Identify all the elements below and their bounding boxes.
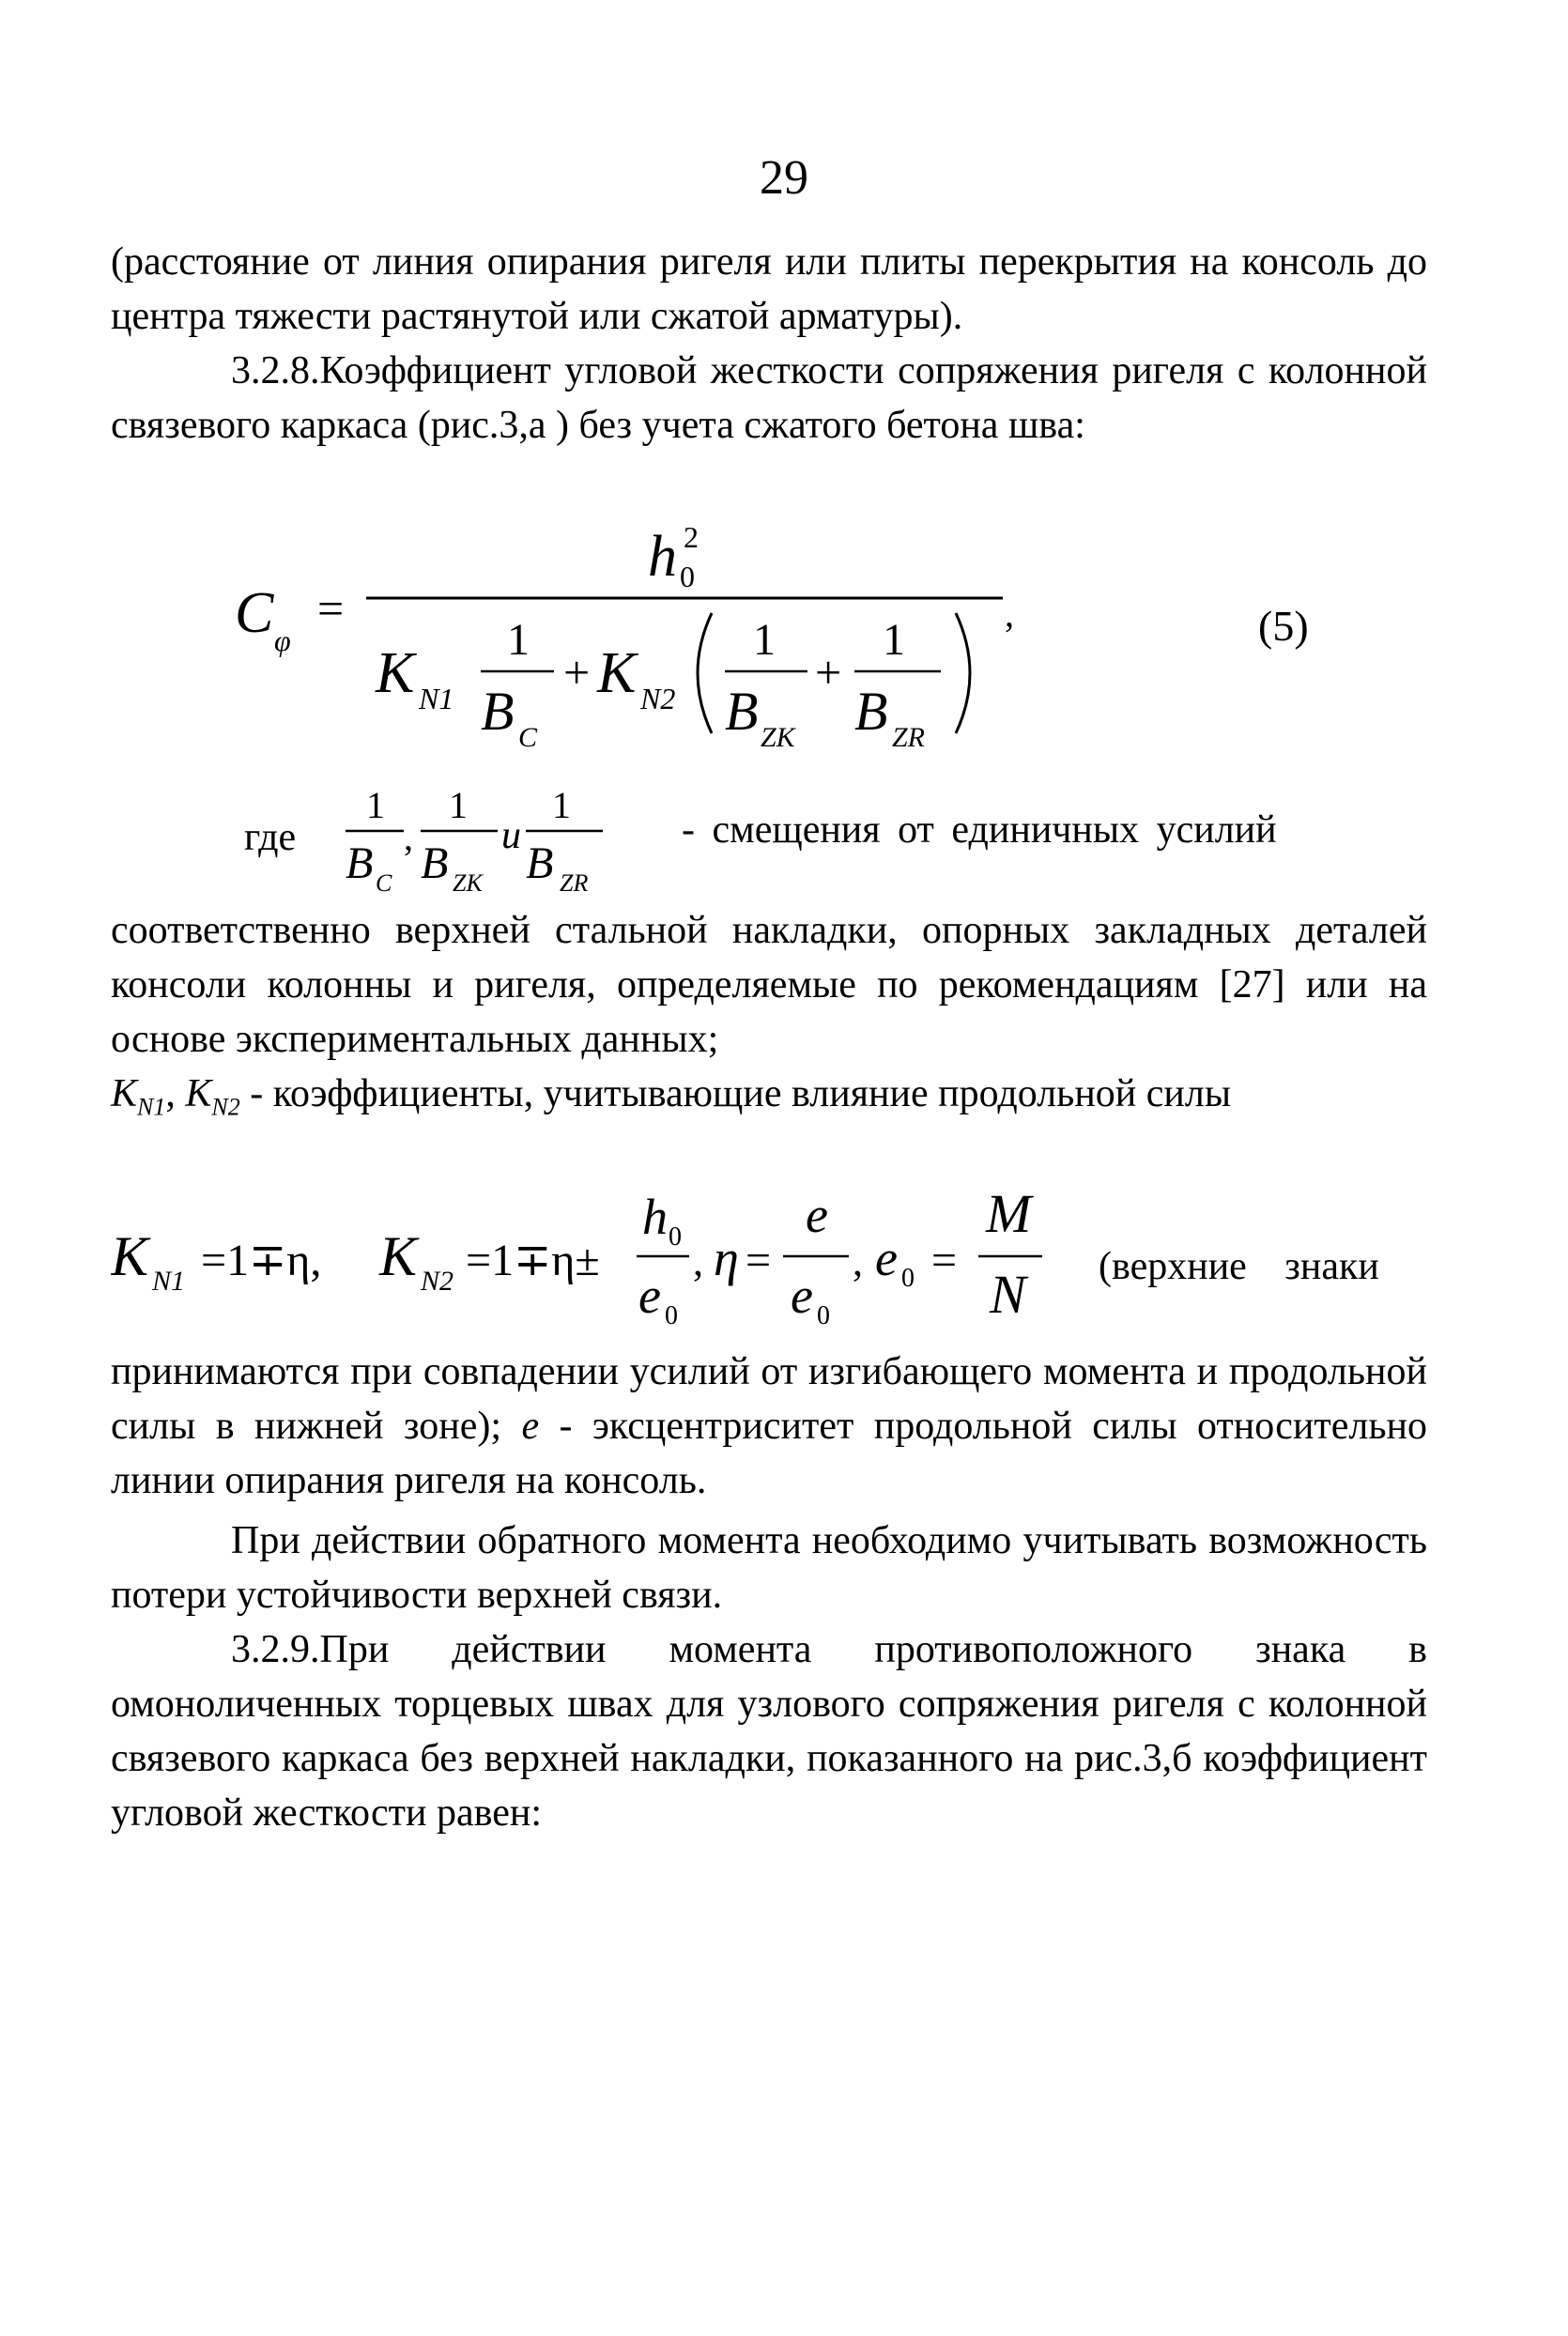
eq5-kn1-sub: N1 [419,682,454,715]
where-one-bc: 1 [366,784,385,826]
eq6-m: M [986,1183,1032,1244]
where-bzr-sub: ZR [560,869,589,897]
eq6-e: e [806,1187,828,1243]
equation-number: (5) [1258,602,1309,650]
eq5-bzr-sub: ZR [892,722,926,753]
eq6-h0-sub: 0 [669,1222,682,1252]
paragraph-definitions: соответственно верхней стальной накладки, опорных закладных деталей консоли колонны и ригеля, определяемые по рекомендациям [27] или на основе экспериментальных данных; $K_{N1}$, $K_{N2}$ - коэффициенты, учитывающие влияние продольной силы [111,909,1427,1121]
equation-5 [235,512,1155,793]
where-bc: B [346,838,374,888]
eq5-comma: , [1005,592,1014,635]
eq6-equals1: = [746,1236,772,1285]
where-bc-sub: C [376,869,392,897]
e-description: - эксцентриситет продольной силы относительно линии опирания ригеля на консоль. [111,1405,1428,1502]
kn-description: - коэффициенты, учитывающие влияние продольной силы [239,1072,1232,1115]
eq6-kn2-sub: N2 [421,1266,454,1297]
eq5-bc-sub: C [518,722,538,753]
where-u: и [501,814,521,857]
eq6-kn1-sub: N1 [152,1266,186,1297]
eq5-lhs-sub: φ [274,623,291,657]
where-comma1: , [404,816,413,858]
eq6-e0-a: e [638,1268,661,1324]
paragraph-continuation: (расстояние от линия опирания ригеля или плиты перекрытия на консоль до центра тяжести растянутой или сжатой арматуры). [111,240,1427,338]
definitions-text: соответственно верхней стальной накладки, опорных закладных деталей консоли колонны и ригеля, определяемые по рекомендациям [27] или на основе экспериментальных данных; [111,909,1427,1061]
eq6-e0-c: e [875,1230,898,1286]
where-one-bzk: 1 [449,784,468,826]
eq6-eta: η [714,1230,739,1286]
paragraph-3-2-8: 3.2.8.Коэффициент угловой жесткости сопряжения ригеля с колонной связевого каркаса (рис.3,а ) без учета сжатого бетона шва: [111,349,1427,447]
eq5-numerator-sup: 2 [684,520,699,554]
eq6-e0-a-sub: 0 [665,1301,678,1330]
eq5-right-paren [956,613,970,733]
eq5-left-paren [698,613,712,733]
kn2-label: $K_{N2}$ [185,1072,240,1121]
page-number: 29 [760,151,808,205]
eq6-comma2: , [853,1238,863,1284]
eq6-e0-b-sub: 0 [817,1301,830,1330]
eq5-kn2-sub: N2 [640,682,676,715]
where-bzk: B [421,838,449,888]
eq5-one-bc: 1 [507,615,530,665]
where-label: где [244,816,297,859]
eq6-h0: h [642,1189,668,1245]
equation-kn [111,1181,1106,1341]
eq5-plus1: + [563,646,591,699]
eq5-equals: = [317,582,345,635]
eq5-one-bzk: 1 [753,615,776,665]
eq6-n: N [990,1264,1026,1325]
eq5-bzk: B [725,681,759,742]
where-fractions [235,784,685,906]
paragraph-reverse-moment: При действии обратного момента необходимо учитывать возможность потери устойчивости верхней связи. [111,1519,1427,1617]
eq6-comma1: , [693,1238,703,1284]
where-bzk-sub: ZK [453,869,483,897]
where-bzr: B [526,838,554,888]
where-description: - смещения от единичных усилий [682,808,1277,852]
eq5-bzk-sub: ZK [761,722,795,753]
eq5-numerator-sub: 0 [680,560,695,593]
equation-kn-note: (верхние знаки [1099,1245,1379,1288]
eq5-kn2: K [597,641,637,705]
eq6-kn2: K [379,1225,418,1287]
eq5-numerator-h: h [648,525,677,589]
eq6-kn2-rhs: =1∓η± [466,1236,600,1285]
eq5-bc: B [481,681,515,742]
where-one-bzr: 1 [552,784,571,826]
signs-text: принимаются при совпадении усилий от изгибающего момента и продольной силы в нижней зоне); [111,1350,1427,1448]
e-symbol: e [521,1405,540,1448]
eq5-plus2: + [815,646,842,699]
paragraph-3-2-9: 3.2.9.При действии момента противоположного знака в омоноличенных торцевых швах для узлового сопряжения ригеля с колонной связевого каркаса без верхней накладки, показанного на рис.3,б коэффициент угловой жесткости равен: [111,1628,1427,1835]
paragraph-signs [111,1345,1427,1508]
eq5-one-bzr: 1 [883,615,905,665]
eq6-e0-c-sub: 0 [901,1264,915,1293]
eq5-kn1: K [376,641,415,705]
eq6-equals2: = [931,1236,958,1285]
kn1-label: $K_{N1}$ [111,1072,166,1121]
eq5-bzr: B [854,681,888,742]
eq6-kn1-rhs: =1∓η, [201,1236,322,1285]
eq6-kn1: K [111,1225,149,1287]
eq6-e0-b: e [791,1268,813,1324]
eq5-lhs: C [235,581,274,645]
